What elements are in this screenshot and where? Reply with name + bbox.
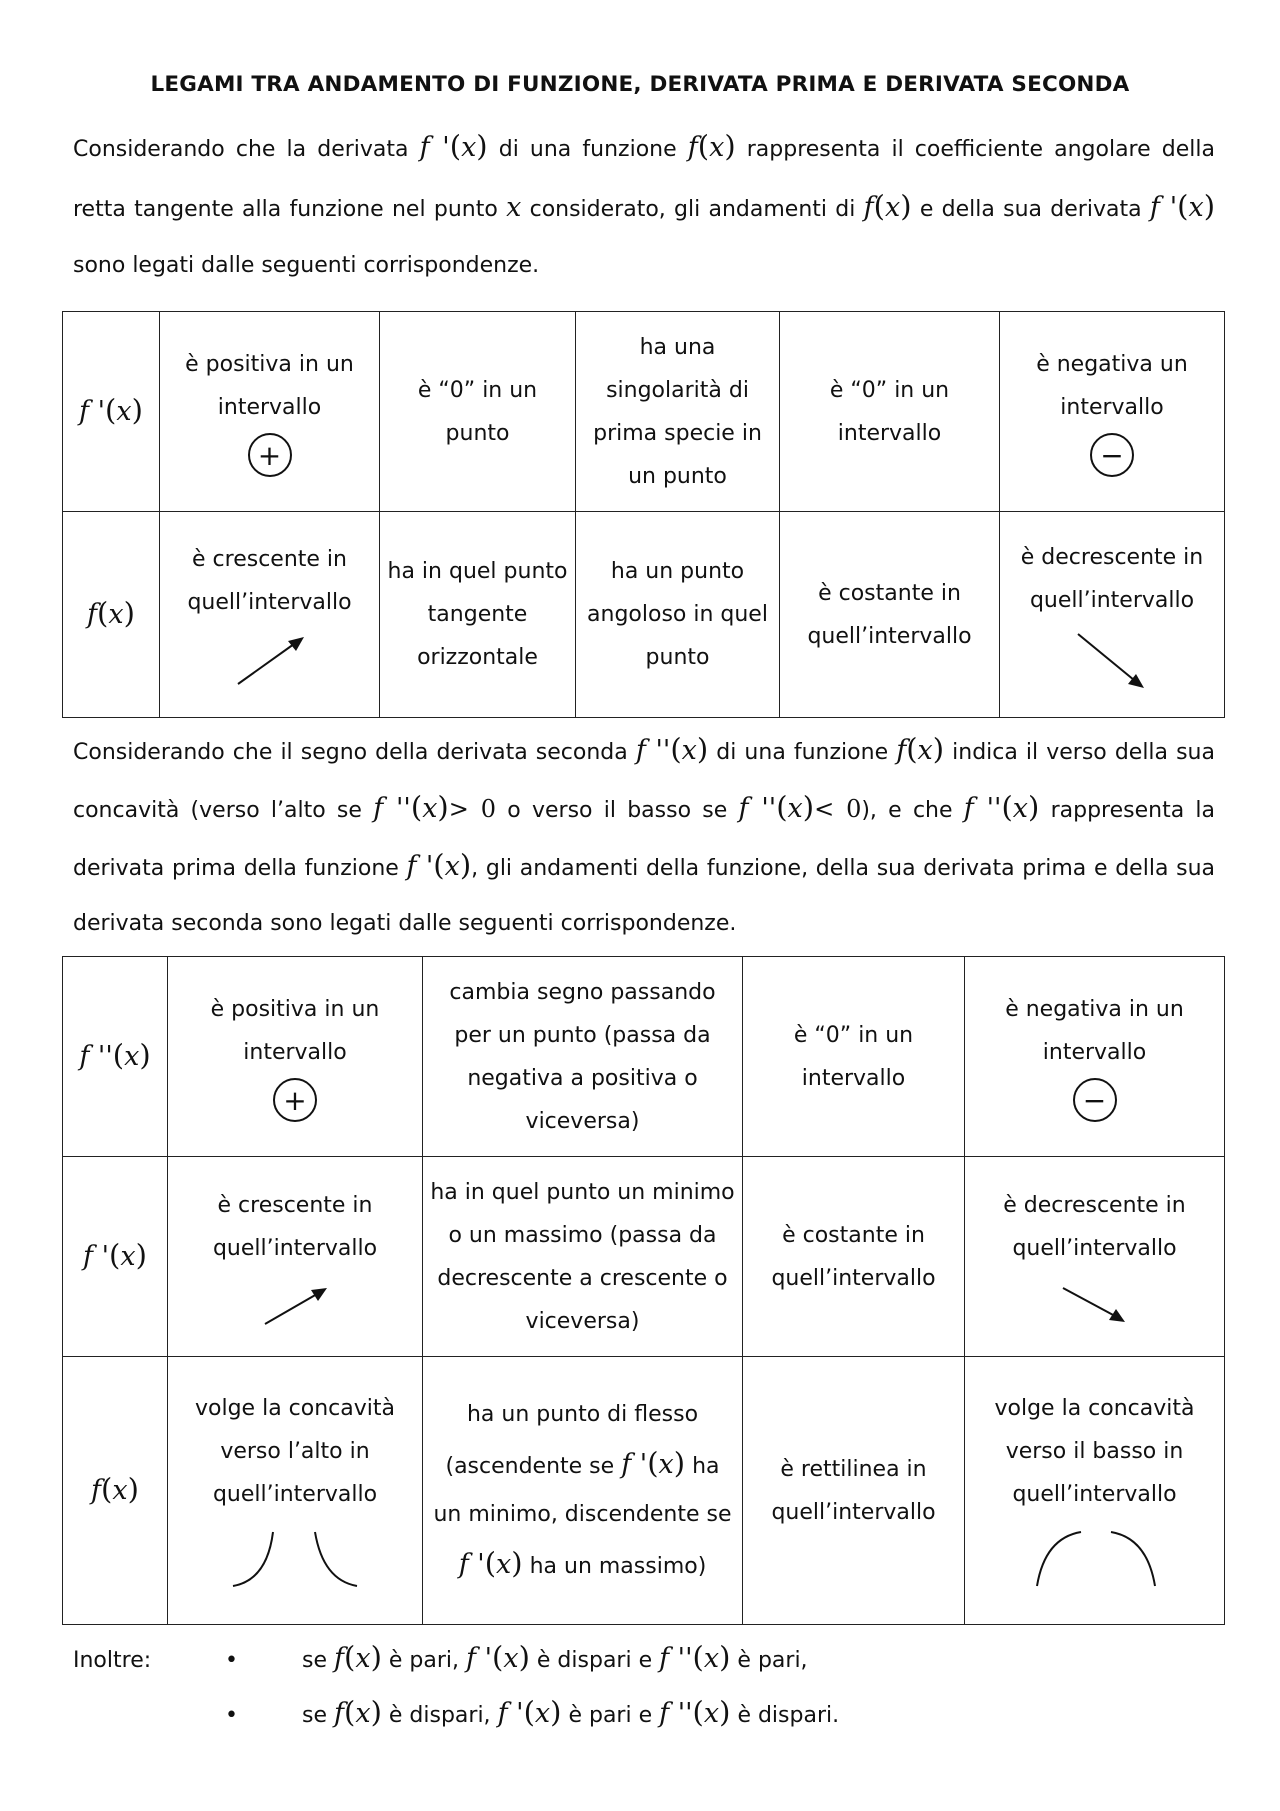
arrow-up-right-icon — [230, 632, 310, 692]
table-cell: ha in quel punto un minimo o un massimo (passa da decrescente a crescente o viceversa) — [423, 1157, 743, 1357]
table-cell: è positiva in un intervallo + — [160, 312, 380, 512]
row-header-f: f(x) — [63, 1357, 168, 1625]
row-header-fpp: f ''(x) — [63, 957, 168, 1157]
table-row — [63, 957, 1225, 1157]
bullet-2: • — [225, 1703, 238, 1728]
table-cell: è decrescente in quell’intervallo — [965, 1157, 1225, 1357]
table-second-derivative — [62, 956, 1225, 1625]
row-header-fp: f '(x) — [63, 312, 160, 512]
table-cell: è rettilinea in quell’intervallo — [743, 1357, 965, 1625]
intro-text-1: Considerando che la derivata — [73, 137, 409, 162]
footer-label: Inoltre: — [73, 1648, 152, 1673]
table-cell: è crescente in quell’intervallo — [168, 1157, 423, 1357]
table-row — [63, 312, 1225, 512]
intro-text-6: sono legati dalle seguenti corrispondenze. — [73, 253, 540, 278]
table-cell: è “0” in un intervallo — [780, 312, 1000, 512]
para2-text-7: , gli andamenti della funzione, della sua derivata prima e della sua derivata seconda sono legati dalle seguenti corrispondenze. — [73, 856, 1216, 936]
page-title: LEGAMI TRA ANDAMENTO DI FUNZIONE, DERIVATA PRIMA E DERIVATA SECONDA — [150, 72, 1130, 97]
table-cell: è positiva in un intervallo + — [168, 957, 423, 1157]
math-f-x: f(x) — [687, 129, 736, 163]
minus-circle-icon: − — [1073, 1078, 1117, 1122]
intro-text-5: e della sua derivata — [919, 197, 1142, 222]
para2-text-1: Considerando che il segno della derivata seconda — [73, 740, 628, 765]
table-cell: è decrescente in quell’intervallo — [1000, 512, 1225, 718]
intro-paragraph — [73, 118, 1215, 294]
math-x: x — [506, 192, 522, 223]
table-cell: è negativa in un intervallo − — [965, 957, 1225, 1157]
table-row — [63, 1357, 1225, 1625]
arrow-down-right-icon — [1055, 1280, 1135, 1330]
row-header-fp: f '(x) — [63, 1157, 168, 1357]
para2-text-4: o verso il basso se — [507, 798, 728, 823]
math-fp-x: f '(x) — [419, 129, 488, 163]
para2-text-2: di una funzione — [716, 740, 889, 765]
table-row — [63, 512, 1225, 718]
table-cell: è negativa un intervallo − — [1000, 312, 1225, 512]
table-cell: volge la concavità verso il basso in quell’intervallo — [965, 1357, 1225, 1625]
math-fpp-gt0: f ''(x)> 0 — [373, 790, 497, 824]
bullet-1: • — [225, 1648, 238, 1673]
table-cell: cambia segno passando per un punto (passa da negativa a positiva o viceversa) — [423, 957, 743, 1157]
table-first-derivative — [62, 311, 1225, 718]
math-f-x: f(x) — [863, 189, 912, 223]
intro-text-2: di una funzione — [498, 137, 677, 162]
math-fp-x: f '(x) — [406, 848, 472, 882]
table-cell: volge la concavità verso l’alto in quell’intervallo — [168, 1357, 423, 1625]
table-cell: ha una singolarità di prima specie in un punto — [576, 312, 780, 512]
footer-line-2: se f(x) è dispari, f '(x) è pari e f ''(x) è dispari. — [302, 1695, 840, 1729]
math-f-x: f(x) — [896, 732, 945, 766]
table-cell: è costante in quell’intervallo — [743, 1157, 965, 1357]
plus-circle-icon: + — [273, 1078, 317, 1122]
minus-circle-icon: − — [1090, 433, 1134, 477]
para2-text-3: indica il verso della sua concavità (verso l’alto se — [73, 740, 1215, 823]
arrow-down-right-icon — [1072, 628, 1152, 694]
row-header-f: f(x) — [63, 512, 160, 718]
intro-text-4: considerato, gli andamenti di — [529, 197, 856, 222]
table-cell: è “0” in un intervallo — [743, 957, 965, 1157]
table-cell: ha un punto angoloso in quel punto — [576, 512, 780, 718]
concave-up-curves-icon — [215, 1524, 375, 1594]
math-fp-x: f '(x) — [1149, 189, 1216, 223]
table-cell: ha un punto di flesso (ascendente se f '(x) ha un minimo, discendente se f '(x) ha un massimo) — [423, 1357, 743, 1625]
para2-text-5: ), e che — [861, 798, 953, 823]
table-row — [63, 1157, 1225, 1357]
footer-line-1: se f(x) è pari, f '(x) è dispari e f ''(x) è pari, — [302, 1640, 808, 1674]
math-fpp-x: f ''(x) — [963, 790, 1040, 824]
plus-circle-icon: + — [248, 433, 292, 477]
concave-down-curves-icon — [1015, 1524, 1175, 1594]
math-fpp-lt0: f ''(x)< 0 — [738, 790, 862, 824]
arrow-up-right-icon — [255, 1280, 335, 1330]
table-cell: è “0” in un punto — [380, 312, 576, 512]
math-fpp-x: f ''(x) — [635, 732, 709, 766]
intro-text-3: rappresenta il coefficiente angolare della retta tangente alla funzione nel punto — [73, 137, 1215, 222]
table-cell: è costante in quell’intervallo — [780, 512, 1000, 718]
table-cell: è crescente in quell’intervallo — [160, 512, 380, 718]
para2-text-6: rappresenta la derivata prima della funzione — [73, 798, 1216, 881]
table-cell: ha in quel punto tangente orizzontale — [380, 512, 576, 718]
second-paragraph — [73, 722, 1215, 951]
